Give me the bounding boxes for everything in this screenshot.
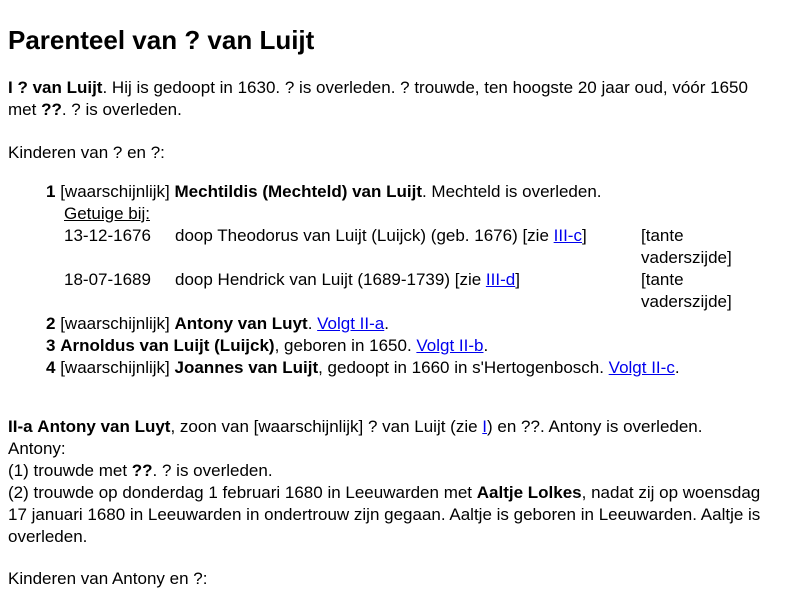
child-item bbox=[46, 181, 780, 203]
child-name: Joannes van Luijt bbox=[174, 358, 319, 377]
gen1-id: I bbox=[8, 78, 13, 97]
event-text bbox=[173, 269, 639, 313]
child-post: , gedoopt in 1660 in s'Hertogenbosch. bbox=[318, 358, 609, 377]
child-num: 2 bbox=[46, 314, 56, 333]
child-pre: [waarschijnlijk] bbox=[55, 358, 175, 377]
event-note: [tante vaderszijde] bbox=[641, 226, 732, 267]
child-name: Antony van Luyt bbox=[174, 314, 308, 333]
event-text bbox=[173, 225, 639, 269]
child-pre: [waarschijnlijk] bbox=[55, 182, 175, 201]
volgt-II-a-link[interactable]: Volgt II-a bbox=[317, 314, 385, 333]
event-date: 18-07-1689 bbox=[64, 270, 151, 289]
marriage-1-end: . ? is overleden. bbox=[152, 461, 273, 480]
child-post: , geboren in 1650. bbox=[274, 336, 417, 355]
marriage-2-spouse: Aaltje Lolkes bbox=[476, 483, 582, 502]
kinderen-heading-1: Kinderen van ? en ?: bbox=[8, 143, 165, 162]
getuige-table bbox=[62, 225, 753, 313]
gen1-paragraph bbox=[8, 77, 776, 121]
marriage-1: (1) trouwde met bbox=[8, 461, 132, 480]
gen1-text2: . ? is overleden. bbox=[61, 100, 182, 119]
event-end: ] bbox=[581, 226, 587, 245]
child-post: . Mechteld is overleden. bbox=[421, 182, 602, 201]
child-name: Arnoldus van Luijt (Luijck) bbox=[60, 336, 275, 355]
kinderen-heading-2: Kinderen van Antony en ?: bbox=[8, 569, 208, 588]
child-pre: [waarschijnlijk] bbox=[55, 314, 175, 333]
child-item bbox=[46, 335, 780, 357]
child-num: 3 bbox=[46, 336, 56, 355]
event-end: ] bbox=[515, 270, 520, 289]
link-I[interactable]: I bbox=[482, 417, 488, 436]
table-row bbox=[62, 225, 753, 269]
volgt-II-c-link[interactable]: Volgt II-c bbox=[608, 358, 675, 377]
volgt-II-b-link[interactable]: Volgt II-b bbox=[416, 336, 484, 355]
gen2-section bbox=[8, 416, 776, 548]
child-item bbox=[46, 313, 780, 335]
marriage-2-end: , nadat zij op woensdag 17 januari 1680 in Leeuwarden in ondertrouw zijn gegaan. Aaltje is geboren in Leeuwarden. Aaltje is overleden. bbox=[8, 483, 761, 546]
marriage-2: (2) trouwde op donderdag 1 februari 1680 in Leeuwarden met bbox=[8, 483, 477, 502]
child-end: . bbox=[674, 358, 680, 377]
child-item bbox=[46, 357, 780, 379]
event-desc: doop Theodorus van Luijt (Luijck) (geb. 1676) [zie bbox=[175, 226, 554, 245]
child-num: 1 bbox=[46, 182, 56, 201]
link-III-c[interactable]: III-c bbox=[553, 226, 582, 245]
gen2-intro bbox=[8, 416, 776, 548]
event-desc: doop Hendrick van Luijt (1689-1739) [zie bbox=[175, 270, 486, 289]
gen2-name: Antony van Luyt bbox=[37, 417, 171, 436]
child-num: 4 bbox=[46, 358, 56, 377]
page-title: Parenteel van ? van Luijt bbox=[8, 25, 315, 55]
child-post: . bbox=[307, 314, 318, 333]
marriage-1-spouse: ?? bbox=[131, 461, 153, 480]
gen2-text: , zoon van [waarschijnlijk] ? van Luijt (zie bbox=[170, 417, 483, 436]
getuige-label: Getuige bij: bbox=[64, 204, 150, 223]
child-end: . bbox=[384, 314, 389, 333]
child-end: . bbox=[483, 336, 489, 355]
child-name: Mechtildis (Mechteld) van Luijt bbox=[174, 182, 422, 201]
gen2-id: II-a bbox=[8, 417, 33, 436]
event-date: 13-12-1676 bbox=[64, 226, 151, 245]
gen1-spouse: ?? bbox=[41, 100, 62, 119]
antony-label: Antony: bbox=[8, 439, 66, 458]
link-III-d[interactable]: III-d bbox=[485, 270, 516, 289]
children-list bbox=[46, 181, 780, 379]
gen1-name: ? van Luijt bbox=[17, 78, 103, 97]
gen1-text: . Hij is gedoopt in 1630. ? is overleden. ? trouwde, ten hoogste 20 jaar oud, vóór 1650 met bbox=[8, 78, 748, 119]
table-row bbox=[62, 269, 753, 313]
event-note: [tante vaderszijde] bbox=[641, 270, 732, 311]
gen2-text2: ) en ??. Antony is overleden. bbox=[487, 417, 703, 436]
